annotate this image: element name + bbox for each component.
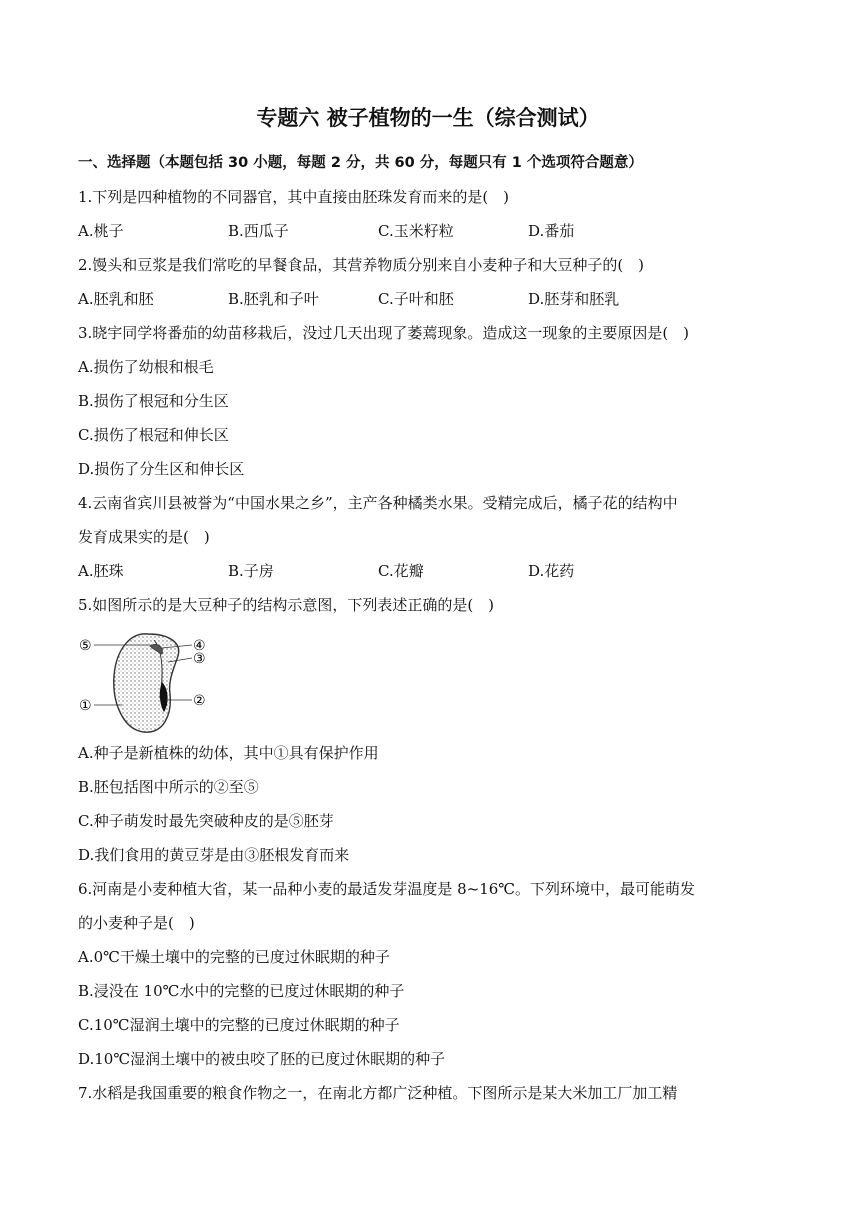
option-d: D.我们食用的黄豆芽是由③胚根发育而来	[78, 846, 350, 864]
option-d: D.10℃湿润土壤中的被虫咬了胚的已度过休眠期的种子	[78, 1050, 446, 1068]
question-stem: 7.水稻是我国重要的粮食作物之一，在南北方都广泛种植。下图所示是某大米加工厂加工精	[78, 1084, 678, 1102]
option-c: C.子叶和胚	[378, 290, 454, 308]
option-b: B.损伤了根冠和分生区	[78, 392, 229, 410]
question-stem-continued: 发育成果实的是( )	[78, 528, 210, 546]
label-3: ③	[193, 651, 206, 667]
question-5	[78, 588, 778, 872]
label-1: ①	[79, 698, 92, 714]
option-c: C.花瓣	[378, 562, 424, 580]
option-a: A.胚乳和胚	[78, 290, 154, 308]
option-d: D.损伤了分生区和伸长区	[78, 460, 245, 478]
question-2	[78, 248, 778, 316]
option-b: B.浸没在 10℃水中的完整的已度过休眠期的种子	[78, 982, 405, 1000]
option-b: B.胚包括图中所示的②至⑤	[78, 778, 259, 796]
option-c: C.玉米籽粒	[378, 222, 454, 240]
option-d: D.胚芽和胚乳	[528, 290, 620, 308]
label-4: ④	[193, 638, 206, 654]
option-d: D.番茄	[528, 222, 575, 240]
options-row	[78, 282, 778, 316]
option-c: C.种子萌发时最先突破种皮的是⑤胚芽	[78, 812, 334, 830]
question-stem: 1.下列是四种植物的不同器官，其中直接由胚珠发育而来的是( )	[78, 188, 510, 206]
question-4	[78, 486, 778, 588]
question-7	[78, 1076, 778, 1110]
question-stem-continued: 的小麦种子是( )	[78, 914, 195, 932]
soybean-seed-diagram	[78, 628, 218, 734]
option-a: A.桃子	[78, 222, 124, 240]
label-2: ②	[193, 693, 206, 709]
document-page	[78, 100, 778, 1110]
question-stem: 4.云南省宾川县被誉为“中国水果之乡”，主产各种橘类水果。受精完成后，橘子花的结构中	[78, 494, 678, 512]
question-6	[78, 872, 778, 1076]
option-d: D.花药	[528, 562, 575, 580]
options-row	[78, 214, 778, 248]
label-5: ⑤	[79, 638, 92, 654]
question-stem: 2.馒头和豆浆是我们常吃的早餐食品，其营养物质分别来自小麦种子和大豆种子的( )	[78, 256, 645, 274]
section-heading: 一、选择题（本题包括 30 小题，每题 2 分，共 60 分，每题只有 1 个选项符合题意）	[78, 155, 643, 171]
options-row	[78, 554, 778, 588]
option-b: B.西瓜子	[228, 222, 289, 240]
option-a: A.0℃干燥土壤中的完整的已度过休眠期的种子	[78, 948, 390, 966]
soybean-seed-figure	[78, 622, 778, 736]
option-b: B.子房	[228, 562, 274, 580]
question-3	[78, 316, 778, 486]
option-b: B.胚乳和子叶	[228, 290, 319, 308]
seed-coat-outline	[114, 634, 179, 732]
question-1	[78, 180, 778, 248]
option-c: C.损伤了根冠和伸长区	[78, 426, 229, 444]
option-a: A.损伤了幼根和根毛	[78, 358, 214, 376]
option-a: A.种子是新植株的幼体，其中①具有保护作用	[78, 744, 379, 762]
question-stem: 3.晓宇同学将番茄的幼苗移栽后，没过几天出现了萎蔫现象。造成这一现象的主要原因是( )	[78, 324, 690, 342]
question-stem: 6.河南是小麦种植大省，某一品种小麦的最适发芽温度是 8~16℃。下列环境中，最可能萌发	[78, 880, 696, 898]
option-c: C.10℃湿润土壤中的完整的已度过休眠期的种子	[78, 1016, 400, 1034]
option-a: A.胚珠	[78, 562, 124, 580]
question-stem: 5.如图所示的是大豆种子的结构示意图，下列表述正确的是( )	[78, 596, 495, 614]
page-title: 专题六 被子植物的一生（综合测试）	[256, 106, 600, 130]
